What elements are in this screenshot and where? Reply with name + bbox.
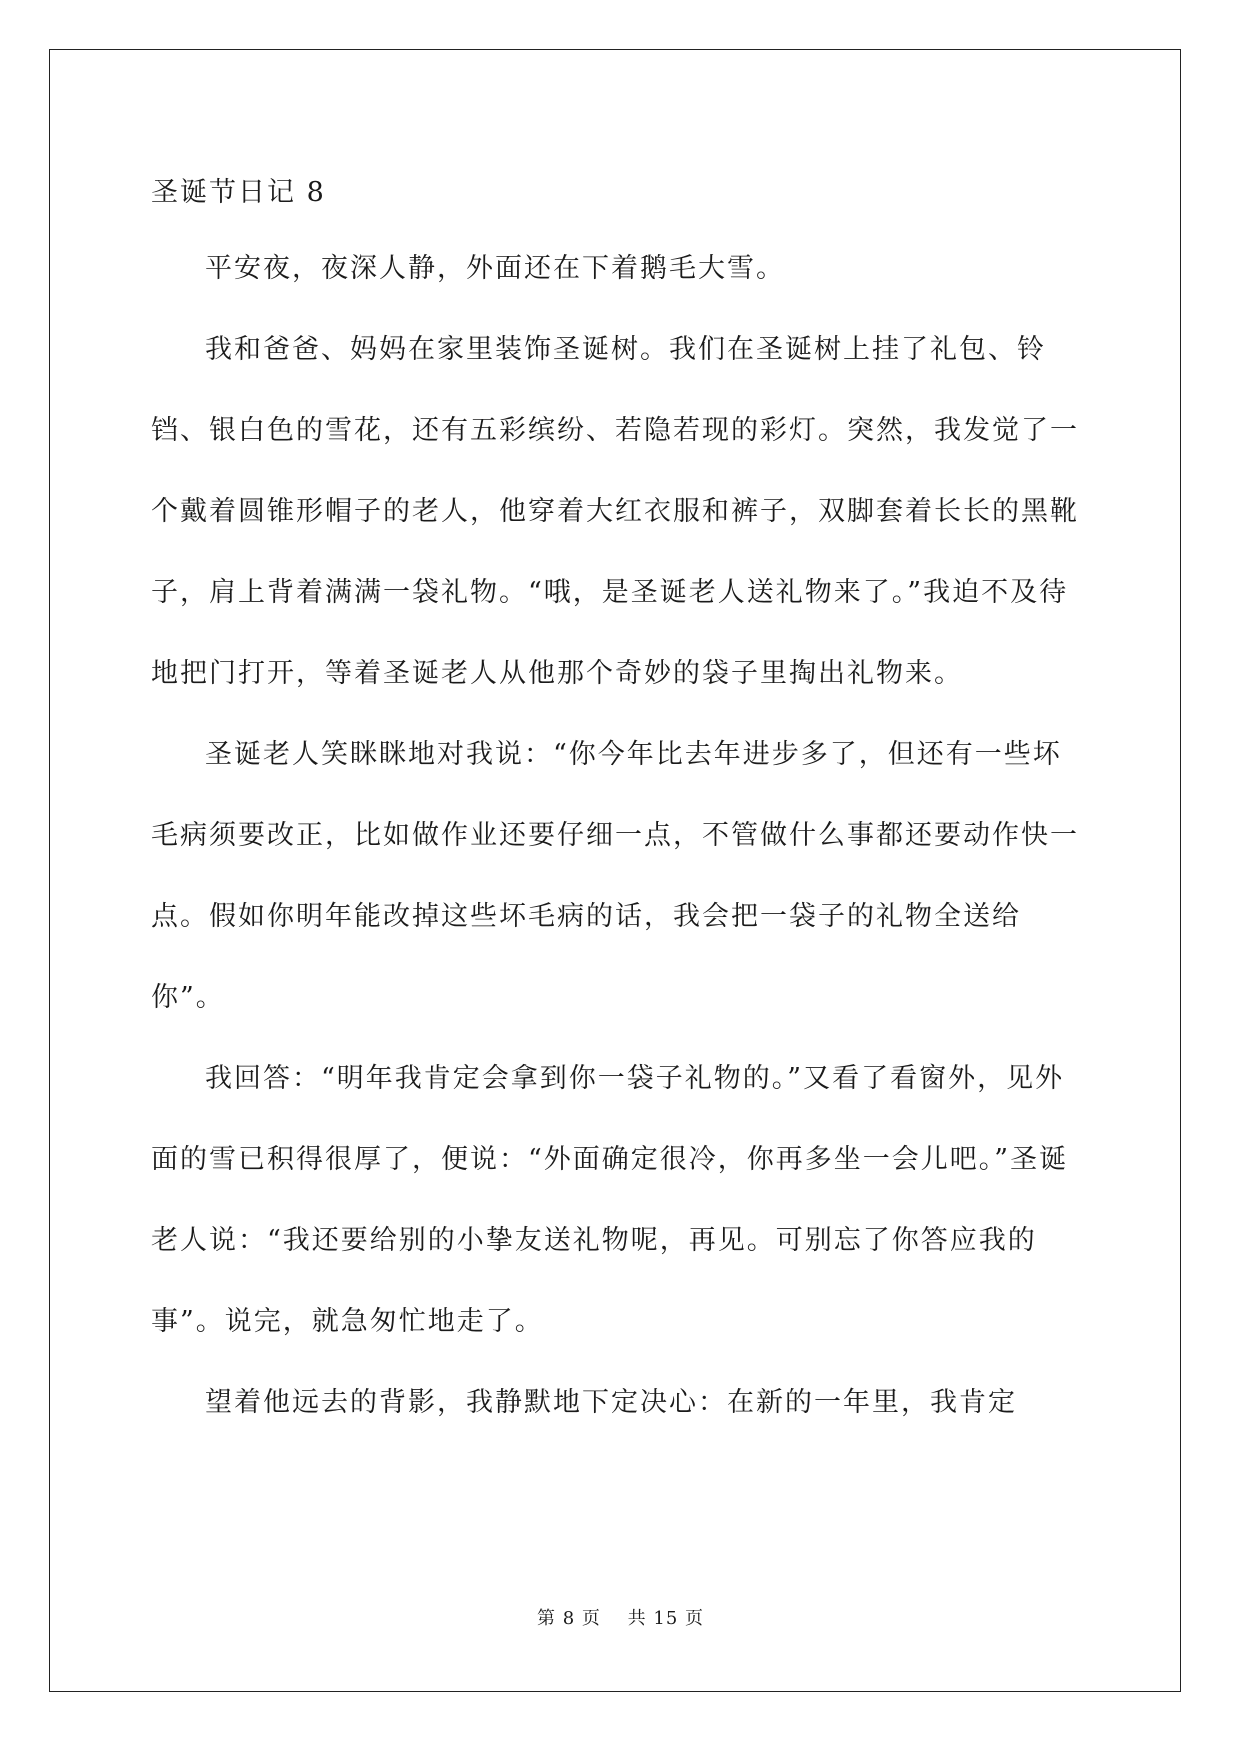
page-number: 第 8 页 <box>537 1608 601 1629</box>
paragraph-2: 我和爸爸、妈妈在家里装饰圣诞树。我们在圣诞树上挂了礼包、铃铛、银白色的雪花，还有五彩缤纷、若隐若现的彩灯。突然，我发觉了一个戴着圆锥形帽子的老人，他穿着大红衣服和裤子，双脚套着长长的黑靴子，肩上背着满满一袋礼物。“哦，是圣诞老人送礼物来了。”我迫不及待地把门打开，等着圣诞老人从他那个奇妙的袋子里掏出礼物来。 <box>151 334 1079 689</box>
page-total: 共 15 页 <box>627 1608 704 1629</box>
paragraph-4: 我回答：“明年我肯定会拿到你一袋子礼物的。”又看了看窗外，见外面的雪已积得很厚了，便说：“外面确定很冷，你再多坐一会儿吧。”圣诞老人说：“我还要给别的小挚友送礼物呢，再见。可别忘了你答应我的事”。说完，就急匆忙地走了。 <box>151 1063 1069 1337</box>
paragraph-3: 圣诞老人笑眯眯地对我说：“你今年比去年进步多了，但还有一些坏毛病须要改正，比如做作业还要仔细一点，不管做什么事都还要动作快一点。假如你明年能改掉这些坏毛病的话，我会把一袋子的礼物全送给你”。 <box>151 739 1079 1013</box>
document-body <box>151 163 1086 1443</box>
document-title: 圣诞节日记 8 <box>151 177 326 208</box>
page-footer <box>0 1604 1241 1630</box>
paragraph-5: 望着他远去的背影，我静默地下定决心：在新的一年里，我肯定 <box>205 1387 1017 1418</box>
paragraph-1: 平安夜，夜深人静，外面还在下着鹅毛大雪。 <box>205 253 785 284</box>
